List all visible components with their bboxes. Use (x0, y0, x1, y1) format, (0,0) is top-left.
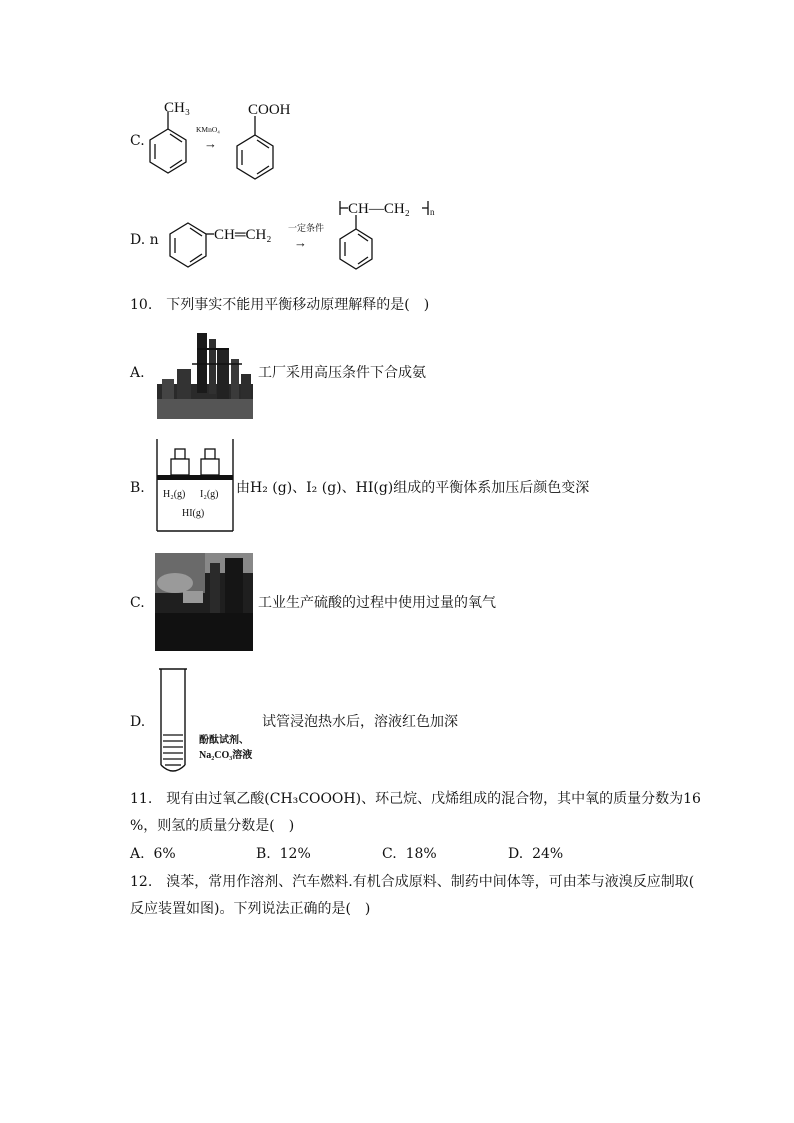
q11-option-d: D. 24% (508, 846, 564, 862)
q10-option-b-label: B. (130, 480, 145, 496)
q10-option-c-label: C. (130, 595, 145, 611)
q10-stem: 10. 下列事实不能用平衡移动原理解释的是( ) (130, 297, 430, 313)
carboxyl-group-label: COOH (248, 102, 291, 118)
polystyrene-benzene-ring (340, 215, 372, 269)
toluene-oxidation-scheme (140, 92, 320, 187)
solution-liquid-lines (163, 735, 183, 765)
sulfuric-acid-plant-photo (155, 553, 253, 651)
sodium-carbonate-label: Na₂CO₃溶液 (199, 750, 253, 761)
reaction-arrow: → (204, 136, 217, 151)
polymer-degree-n: n (430, 207, 435, 217)
i2-gas-label: I₂(g) (200, 489, 219, 500)
q10-option-c-text: 工业生产硫酸的过程中使用过量的氧气 (258, 595, 496, 611)
q9-option-d-label: D. n (130, 232, 159, 248)
styrene-benzene-ring (170, 223, 214, 267)
weight-blocks (171, 449, 219, 475)
polymerization-arrow: → (294, 235, 307, 250)
hi-gas-label: HI(g) (182, 508, 205, 519)
q11-option-b: B. 12% (256, 846, 311, 862)
kmno4-reagent-label: KMnO₄ (196, 125, 220, 134)
q10-option-a-label: A. (130, 365, 145, 381)
test-tube-diagram (155, 665, 265, 777)
benzoic-acid-benzene-ring (237, 116, 273, 179)
q11-stem-line2: %，则氢的质量分数是( ) (130, 818, 295, 834)
phenolphthalein-label: 酚酞试剂、 (199, 735, 249, 746)
toluene-benzene-ring (150, 112, 186, 173)
piston-plate (157, 475, 233, 480)
polymer-repeat-unit-label: CH—CH₂ (348, 201, 410, 217)
h2-gas-label: H₂(g) (163, 489, 186, 500)
factory-photo (157, 329, 253, 419)
styrene-polymerization-scheme (160, 195, 460, 285)
q9-option-c-label: C. (130, 133, 145, 149)
q12-stem-line1: 12. 溴苯，常用作溶剂、汽车燃料.有机合成原料、制药中间体等，可由苯与液溴反应制取( (130, 874, 695, 890)
q10-option-a-text: 工厂采用高压条件下合成氨 (258, 365, 426, 381)
q10-option-b-text: 由H₂ (g)、I₂ (g)、HI(g)组成的平衡体系加压后颜色变深 (236, 480, 590, 496)
equilibrium-container-diagram (155, 437, 235, 533)
q12-stem-line2: 反应装置如图)。下列说法正确的是( ) (130, 901, 371, 917)
q11-option-c: C. 18% (382, 846, 437, 862)
q10-option-d-text: 试管浸泡热水后，溶液红色加深 (262, 714, 458, 730)
reaction-condition-label: 一定条件 (288, 223, 325, 233)
methyl-group-label: CH₃ (164, 100, 191, 116)
q11-option-a: A. 6% (130, 846, 176, 862)
q11-stem-line1: 11. 现有由过氧乙酸(CH₃COOOH)、环己烷、戊烯组成的混合物，其中氧的质量分数为16 (130, 791, 701, 807)
q10-option-d-label: D. (130, 714, 146, 730)
vinyl-group-label: CH═CH₂ (214, 227, 272, 243)
